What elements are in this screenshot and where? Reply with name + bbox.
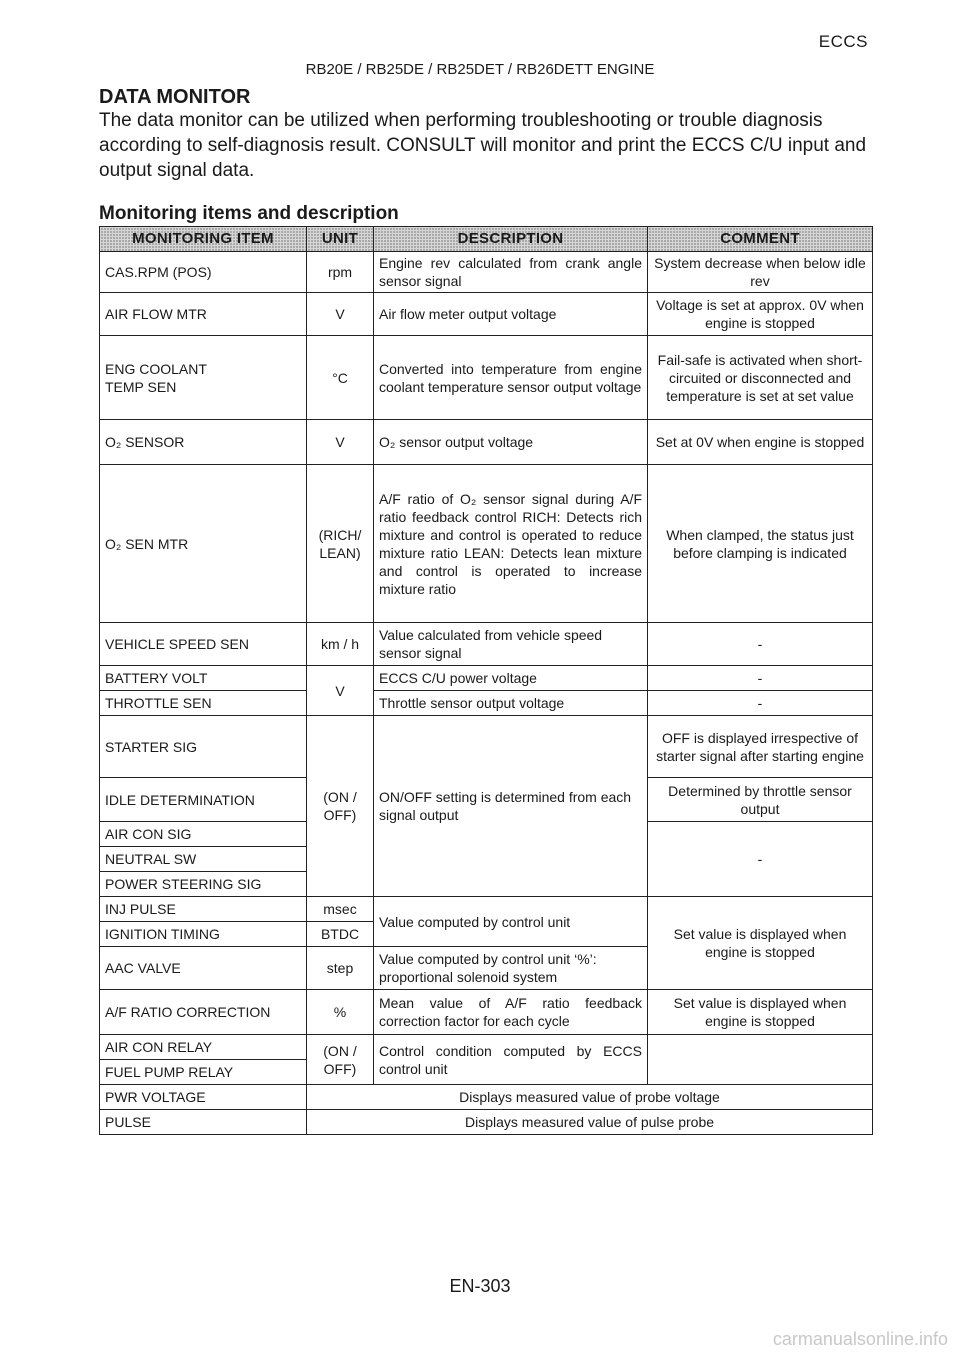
comment-cell: OFF is displayed irrespective of starter signal after starting engine xyxy=(648,716,873,778)
table-row xyxy=(100,465,873,623)
description-cell: Mean value of A/F ratio feedback correction factor for each cycle xyxy=(374,990,648,1035)
description-cell: Engine rev calculated from crank angle sensor signal xyxy=(374,252,648,293)
comment-cell: Set value is displayed when engine is stopped xyxy=(648,990,873,1035)
table-row xyxy=(100,716,873,778)
unit-cell: (RICH/ LEAN) xyxy=(307,465,374,623)
comment-cell: When clamped, the status just before clamping is indicated xyxy=(648,465,873,623)
item-cell: A/F RATIO CORRECTION xyxy=(100,990,307,1035)
header-description: DESCRIPTION xyxy=(374,227,648,252)
item-cell: ENG COOLANT TEMP SEN xyxy=(100,336,307,420)
unit-cell: (ON / OFF) xyxy=(307,1035,374,1085)
item-cell: AIR FLOW MTR xyxy=(100,293,307,336)
header-comment: COMMENT xyxy=(648,227,873,252)
item-cell: CAS.RPM (POS) xyxy=(100,252,307,293)
item-cell: O₂ SEN MTR xyxy=(100,465,307,623)
item-cell: BATTERY VOLT xyxy=(100,666,307,691)
unit-cell: km / h xyxy=(307,623,374,666)
description-cell: Value computed by control unit ‘%’: proportional solenoid system xyxy=(374,947,648,990)
comment-cell xyxy=(648,1035,873,1085)
description-cell: Converted into temperature from engine coolant temperature sensor output voltage xyxy=(374,336,648,420)
unit-cell: V xyxy=(307,293,374,336)
description-cell: A/F ratio of O₂ sensor signal during A/F ratio feedback control RICH: Detects rich mixture and control is operated to reduce mixture ratio LEAN: Detects lean mixture and control is operated to increase mixture ratio xyxy=(374,465,648,623)
item-cell: FUEL PUMP RELAY xyxy=(100,1060,307,1085)
item-cell: AIR CON SIG xyxy=(100,822,307,847)
section-label: ECCS xyxy=(818,32,868,51)
comment-cell: Set at 0V when engine is stopped xyxy=(648,420,873,465)
item-cell: STARTER SIG xyxy=(100,716,307,778)
description-cell: ECCS C/U power voltage xyxy=(374,666,648,691)
description-cell: Value computed by control unit xyxy=(374,897,648,947)
unit-cell: (ON / OFF) xyxy=(307,716,374,897)
monitoring-table xyxy=(99,226,873,1135)
table-row xyxy=(100,666,873,691)
page-title: DATA MONITOR xyxy=(99,86,251,108)
table-row xyxy=(100,1085,873,1110)
description-cell: Throttle sensor output voltage xyxy=(374,691,648,716)
description-cell: Air flow meter output voltage xyxy=(374,293,648,336)
table-row xyxy=(100,420,873,465)
item-cell: VEHICLE SPEED SEN xyxy=(100,623,307,666)
comment-cell: Voltage is set at approx. 0V when engine is stopped xyxy=(648,293,873,336)
unit-cell: °C xyxy=(307,336,374,420)
engine-models-header: RB20E / RB25DE / RB25DET / RB26DETT ENGINE xyxy=(305,61,655,78)
unit-cell: V xyxy=(307,666,374,716)
description-cell: ON/OFF setting is determined from each signal output xyxy=(374,716,648,897)
item-cell: POWER STEERING SIG xyxy=(100,872,307,897)
header-monitoring-item: MONITORING ITEM xyxy=(100,227,307,252)
table-row xyxy=(100,1035,873,1060)
item-cell: INJ PULSE xyxy=(100,897,307,922)
table-row xyxy=(100,897,873,922)
unit-cell: BTDC xyxy=(307,922,374,947)
table-row xyxy=(100,293,873,336)
item-cell: IDLE DETERMINATION xyxy=(100,778,307,822)
unit-cell: rpm xyxy=(307,252,374,293)
table-row xyxy=(100,990,873,1035)
table-row xyxy=(100,336,873,420)
unit-cell: V xyxy=(307,420,374,465)
unit-cell: step xyxy=(307,947,374,990)
comment-cell: System decrease when below idle rev xyxy=(648,252,873,293)
description-cell: O₂ sensor output voltage xyxy=(374,420,648,465)
header-unit: UNIT xyxy=(307,227,374,252)
comment-cell: Fail-safe is activated when short-circuited or disconnected and temperature is set at set value xyxy=(648,336,873,420)
item-cell: O₂ SENSOR xyxy=(100,420,307,465)
comment-cell: - xyxy=(648,691,873,716)
comment-cell: - xyxy=(648,822,873,897)
item-cell: IGNITION TIMING xyxy=(100,922,307,947)
comment-cell: - xyxy=(648,666,873,691)
item-cell: NEUTRAL SW xyxy=(100,847,307,872)
description-cell: Displays measured value of pulse probe xyxy=(307,1110,873,1135)
description-cell: Value calculated from vehicle speed sensor signal xyxy=(374,623,648,666)
section-subtitle: Monitoring items and description xyxy=(99,203,399,224)
description-cell: Displays measured value of probe voltage xyxy=(307,1085,873,1110)
item-cell: THROTTLE SEN xyxy=(100,691,307,716)
comment-cell: - xyxy=(648,623,873,666)
table-row xyxy=(100,1110,873,1135)
unit-cell: msec xyxy=(307,897,374,922)
item-cell: PWR VOLTAGE xyxy=(100,1085,307,1110)
comment-cell: Determined by throttle sensor output xyxy=(648,778,873,822)
table-header-row xyxy=(100,227,873,252)
item-cell: PULSE xyxy=(100,1110,307,1135)
table-row xyxy=(100,252,873,293)
comment-cell: Set value is displayed when engine is stopped xyxy=(648,897,873,990)
table-row xyxy=(100,623,873,666)
watermark: carmanualsonline.info xyxy=(772,1329,948,1349)
item-cell: AIR CON RELAY xyxy=(100,1035,307,1060)
item-cell: AAC VALVE xyxy=(100,947,307,990)
page-number: EN-303 xyxy=(449,1276,511,1296)
intro-paragraph: The data monitor can be utilized when performing troubleshooting or trouble diagnosis according to self-diagnosis result. CONSULT will monitor and print the ECCS C/U input and output signal data. xyxy=(99,110,867,181)
description-cell: Control condition computed by ECCS control unit xyxy=(374,1035,648,1085)
unit-cell: % xyxy=(307,990,374,1035)
table-row xyxy=(100,691,873,716)
